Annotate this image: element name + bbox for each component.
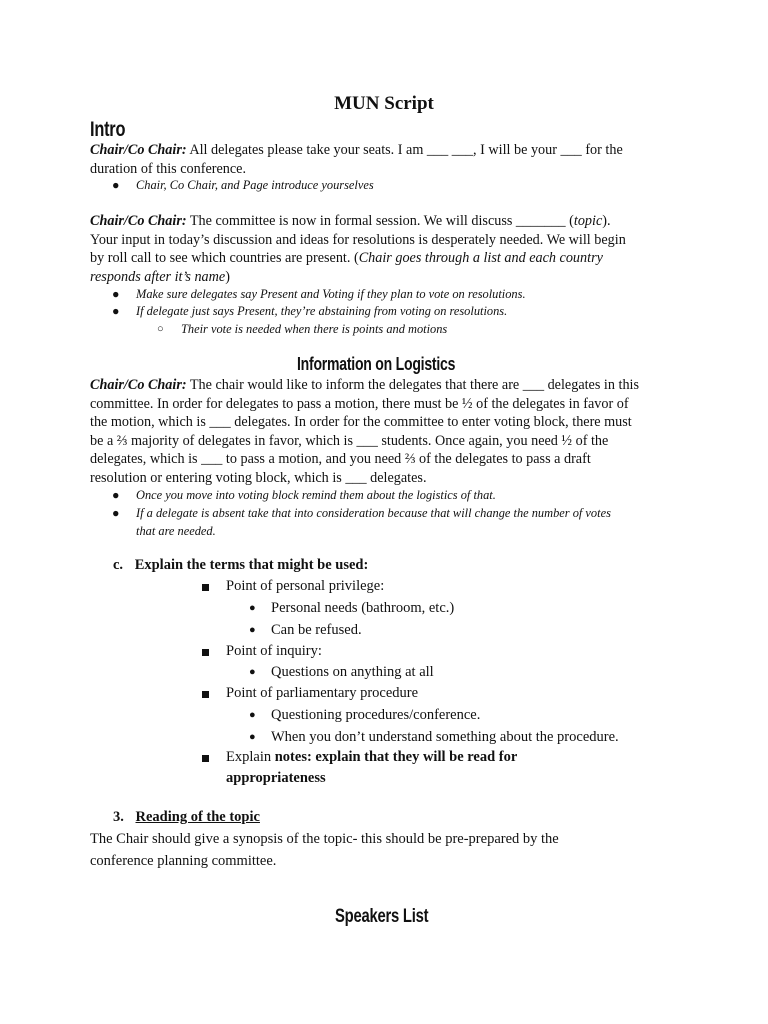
term-item-3-sub-1-text: Questioning procedures/conference. bbox=[271, 707, 481, 723]
session-line4b: ) bbox=[225, 268, 230, 285]
session-line1a: The committee is now in formal session. We will discuss _______ ( bbox=[186, 213, 574, 229]
logistics-bullet-1: ● Once you move into voting block remind them about the logistics of that. bbox=[112, 488, 496, 502]
term-item-4-text-b: notes: explain that they will be read for bbox=[274, 749, 518, 765]
logistics-heading: Information on Logistics bbox=[297, 354, 456, 374]
reading-heading: Reading of the topic bbox=[135, 809, 260, 825]
session-bullet-2: ● If delegate just says Present, they’re abstaining from voting on resolutions. bbox=[112, 304, 508, 318]
reading-heading-row bbox=[113, 807, 260, 828]
logistics-bullet-2-line2: that are needed. bbox=[136, 524, 216, 538]
intro-heading: Intro bbox=[90, 118, 126, 141]
square-bullet-icon bbox=[202, 584, 209, 591]
session-line2: Your input in today’s discussion and ideas for resolutions is desperately needed. We will begin bbox=[90, 231, 626, 248]
intro-paragraph bbox=[90, 141, 680, 178]
square-bullet-icon bbox=[202, 691, 209, 698]
logistics-line2: committee. In order for delegates to pass a motion, there must be ½ of the delegates in favor of bbox=[90, 395, 629, 412]
reading-line1: The Chair should give a synopsis of the topic- this should be pre-prepared by the bbox=[90, 831, 559, 847]
term-item-4-text-a: Explain bbox=[226, 749, 275, 765]
term-item-2 bbox=[202, 641, 322, 662]
logistics-line5: delegates, which is ___ to pass a motion, and you need ⅔ of the delegates to pass a draft bbox=[90, 451, 591, 468]
term-item-3-sub-1: ● Questioning procedures/conference. bbox=[249, 707, 481, 723]
logistics-line1: The chair would like to inform the delegates that there are ___ delegates in this bbox=[186, 377, 640, 393]
term-item-1-sub-1-text: Personal needs (bathroom, etc.) bbox=[271, 600, 455, 616]
session-speaker: Chair/Co Chair: bbox=[90, 213, 187, 229]
document-title: MUN Script bbox=[334, 93, 434, 114]
logistics-bullet-1-text: Once you move into voting block remind them about the logistics of that. bbox=[136, 488, 496, 502]
session-paragraph bbox=[90, 212, 680, 286]
terms-heading-row bbox=[113, 555, 368, 576]
intro-bullet: ● Chair, Co Chair, and Page introduce yourselves bbox=[112, 178, 374, 192]
session-line3a: by roll call to see which countries are present. ( bbox=[90, 250, 359, 267]
term-item-3-text: Point of parliamentary procedure bbox=[226, 685, 419, 701]
term-item-3 bbox=[202, 683, 418, 704]
session-bullet-1: ● Make sure delegates say Present and Voting if they plan to vote on resolutions. bbox=[112, 287, 526, 301]
term-item-1-text: Point of personal privilege: bbox=[226, 578, 385, 594]
term-item-4 bbox=[202, 747, 622, 789]
term-item-1 bbox=[202, 576, 384, 597]
terms-marker: c. bbox=[113, 557, 124, 573]
session-sub-bullet: ○ Their vote is needed when there is points and motions bbox=[157, 322, 448, 336]
term-item-1-sub-2: ● Can be refused. bbox=[249, 622, 362, 638]
reading-paragraph bbox=[90, 828, 690, 872]
logistics-bullet-2: ● If a delegate is absent take that into consideration because that will change the number of votes that are needed. bbox=[112, 504, 672, 540]
term-item-3-sub-2: ● When you don’t understand something about the procedure. bbox=[249, 729, 619, 745]
reading-marker: 3. bbox=[113, 809, 124, 825]
terms-heading: Explain the terms that might be used: bbox=[134, 557, 369, 573]
logistics-line3: the motion, which is ___ delegates. In order for the committee to enter voting block, there must bbox=[90, 414, 632, 431]
term-item-2-sub-1: ● Questions on anything at all bbox=[249, 664, 434, 680]
session-line1b: ). bbox=[602, 213, 611, 229]
term-item-4-text-c: appropriateness bbox=[226, 770, 326, 786]
session-sub-bullet-text: Their vote is needed when there is points and motions bbox=[181, 322, 448, 336]
session-line3-italic: Chair goes through a list and each country bbox=[358, 250, 603, 267]
session-topic: topic bbox=[573, 213, 603, 229]
square-bullet-icon bbox=[202, 755, 209, 762]
session-line4-italic: responds after it’s name bbox=[90, 268, 226, 285]
term-item-2-text: Point of inquiry: bbox=[226, 643, 322, 659]
session-bullet-1-text: Make sure delegates say Present and Voting if they plan to vote on resolutions. bbox=[136, 287, 526, 301]
term-item-1-sub-1: ● Personal needs (bathroom, etc.) bbox=[249, 600, 455, 616]
logistics-bullet-2-line1: If a delegate is absent take that into consideration because that will change the number of votes bbox=[136, 506, 611, 520]
intro-bullet-text: Chair, Co Chair, and Page introduce yourselves bbox=[136, 178, 374, 192]
intro-line2: duration of this conference. bbox=[90, 160, 247, 177]
term-item-2-sub-1-text: Questions on anything at all bbox=[271, 664, 434, 680]
speakers-heading: Speakers List bbox=[335, 906, 429, 927]
reading-line2: conference planning committee. bbox=[90, 853, 277, 869]
logistics-line4: be a ⅔ majority of delegates in favor, which is ___ students. Once again, you need ½ of the bbox=[90, 432, 609, 449]
logistics-line6: resolution or entering voting block, which is ___ delegates. bbox=[90, 469, 427, 486]
logistics-paragraph bbox=[90, 376, 680, 488]
square-bullet-icon bbox=[202, 649, 209, 656]
term-item-3-sub-2-text: When you don’t understand something about the procedure. bbox=[271, 729, 619, 745]
logistics-speaker: Chair/Co Chair: bbox=[90, 377, 187, 393]
intro-line1: All delegates please take your seats. I am ___ ___, I will be your ___ for the bbox=[186, 142, 623, 158]
intro-speaker: Chair/Co Chair: bbox=[90, 142, 187, 158]
term-item-1-sub-2-text: Can be refused. bbox=[271, 622, 362, 638]
session-bullet-2-text: If delegate just says Present, they’re abstaining from voting on resolutions. bbox=[136, 304, 508, 318]
